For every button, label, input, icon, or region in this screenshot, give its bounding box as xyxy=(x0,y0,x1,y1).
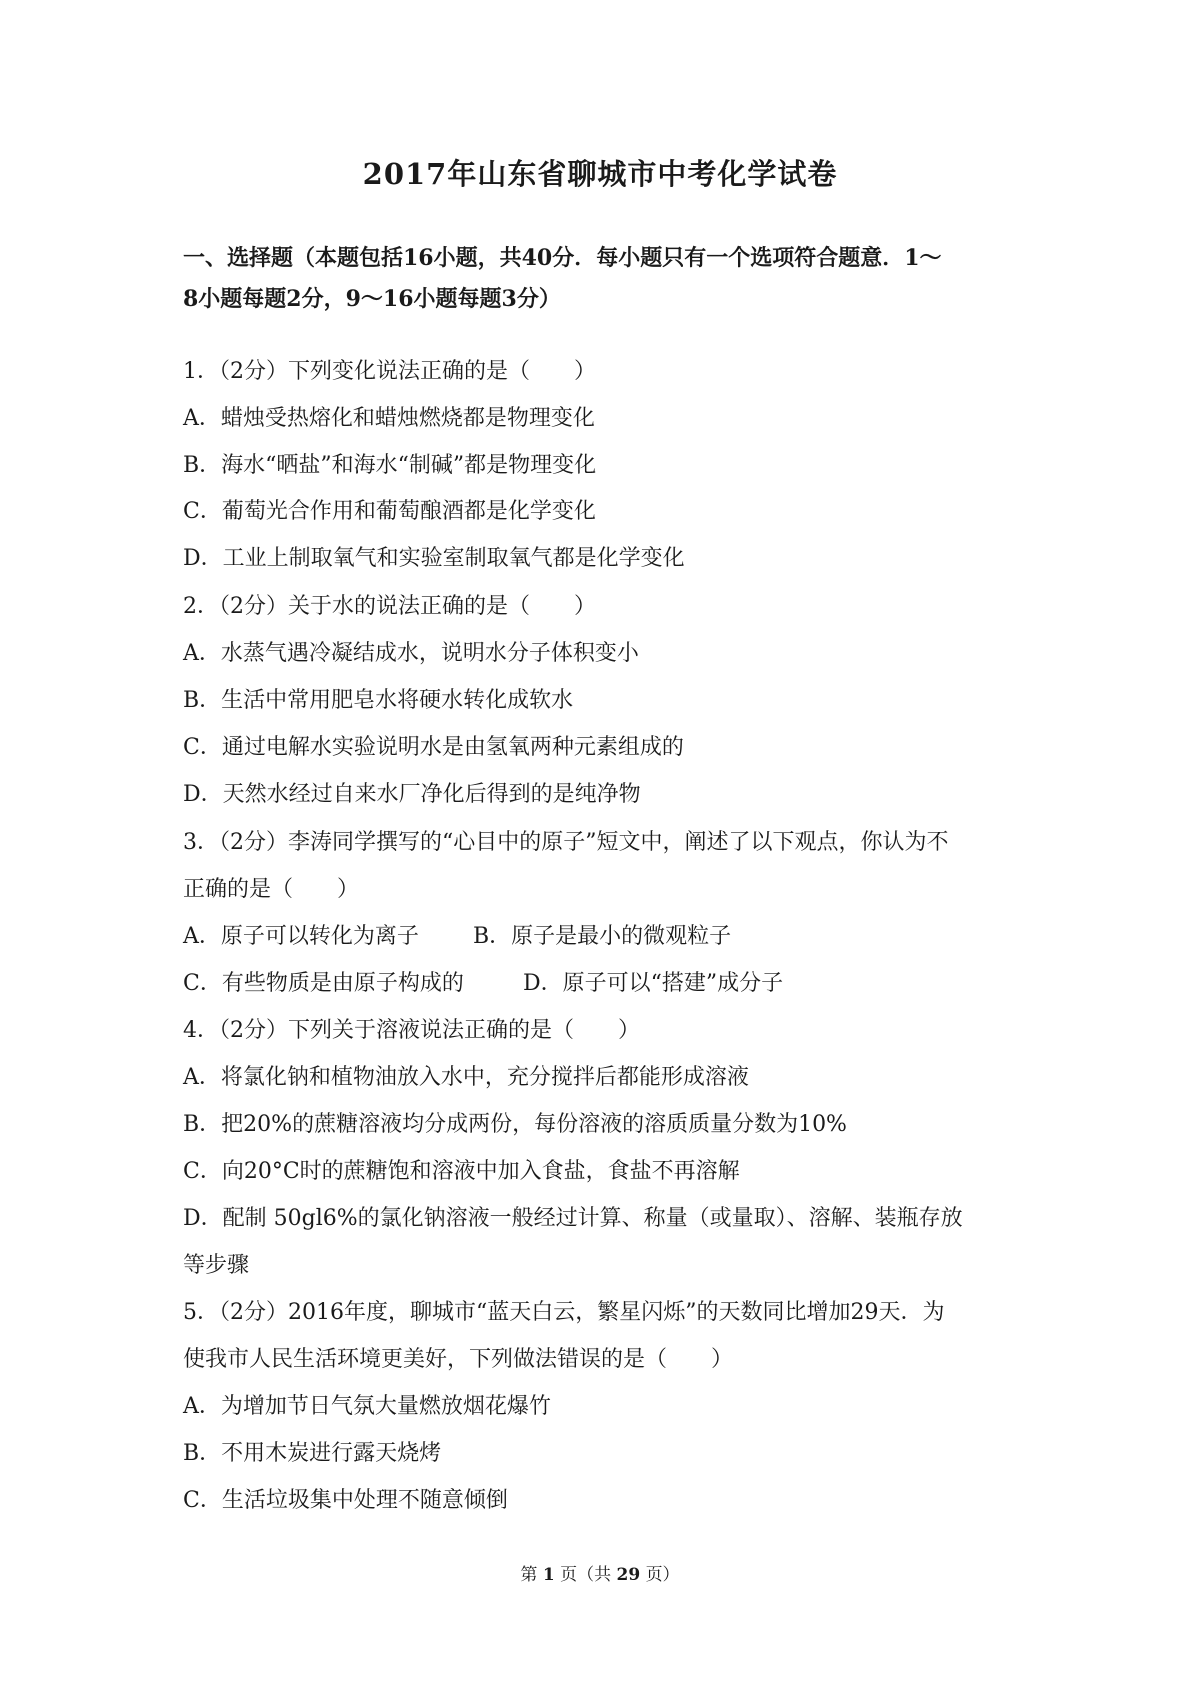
question-3-stem-line-2: 正确的是（ ） xyxy=(183,877,360,902)
footer-page-number: 1 xyxy=(542,1565,555,1585)
question-4-option-c: C．向20°C时的蔗糖饱和溶液中加入食盐，食盐不再溶解 xyxy=(183,1159,740,1184)
question-1-option-c: C．葡萄光合作用和葡萄酿酒都是化学变化 xyxy=(183,499,596,524)
question-2-option-c: C．通过电解水实验说明水是由氢氧两种元素组成的 xyxy=(183,735,684,760)
question-4-stem: 4．（2分）下列关于溶液说法正确的是（ ） xyxy=(183,1018,640,1043)
question-3-option-d: D．原子可以“搭建”成分子 xyxy=(523,971,784,996)
question-5-option-c: C．生活垃圾集中处理不随意倾倒 xyxy=(183,1488,508,1513)
question-1-option-b: B．海水“晒盐”和海水“制碱”都是物理变化 xyxy=(183,453,597,478)
question-4-option-d: D．配制 50gl6%的氯化钠溶液一般经过计算、称量（或量取）、溶解、装瓶存放 xyxy=(183,1206,963,1231)
question-3-option-b: B．原子是最小的微观粒子 xyxy=(473,924,732,949)
footer-prefix: 第 xyxy=(520,1565,538,1585)
question-2-option-a: A．水蒸气遇冷凝结成水，说明水分子体积变小 xyxy=(183,641,639,666)
question-4-option-d-continued: 等步骤 xyxy=(183,1253,250,1278)
question-3-option-a: A．原子可以转化为离子 xyxy=(183,924,419,949)
section-heading-line-2: 8小题每题2分，9～16小题每题3分） xyxy=(183,286,561,312)
page-title: 2017年山东省聊城市中考化学试卷 xyxy=(362,157,838,191)
question-1-option-a: A．蜡烛受热熔化和蜡烛燃烧都是物理变化 xyxy=(183,406,595,431)
question-2-option-b: B．生活中常用肥皂水将硬水转化成软水 xyxy=(183,688,574,713)
question-5-stem-line-2: 使我市人民生活环境更美好，下列做法错误的是（ ） xyxy=(183,1347,734,1372)
question-2-stem: 2．（2分）关于水的说法正确的是（ ） xyxy=(183,594,596,619)
footer-middle: 页（共 xyxy=(560,1565,612,1585)
question-5-option-a: A．为增加节日气氛大量燃放烟花爆竹 xyxy=(183,1394,551,1419)
question-3-options-row-2 xyxy=(183,969,1033,999)
question-3-options-row-1 xyxy=(183,922,1033,952)
question-4-option-a: A．将氯化钠和植物油放入水中，充分搅拌后都能形成溶液 xyxy=(183,1065,749,1090)
question-5-stem-line-1: 5．（2分）2016年度，聊城市“蓝天白云，繁星闪烁”的天数同比增加29天．为 xyxy=(183,1300,945,1325)
question-1-stem: 1．（2分）下列变化说法正确的是（ ） xyxy=(183,359,596,384)
footer-suffix: 页） xyxy=(645,1565,680,1585)
question-3-stem-line-1: 3．（2分）李涛同学撰写的“心目中的原子”短文中，阐述了以下观点，你认为不 xyxy=(183,830,949,855)
question-2-option-d: D．天然水经过自来水厂净化后得到的是纯净物 xyxy=(183,782,641,807)
question-1-option-d: D．工业上制取氧气和实验室制取氧气都是化学变化 xyxy=(183,546,685,571)
question-5-option-b: B．不用木炭进行露天烧烤 xyxy=(183,1441,442,1466)
question-4-option-b: B．把20%的蔗糖溶液均分成两份，每份溶液的溶质质量分数为10% xyxy=(183,1112,847,1137)
question-3-option-c: C．有些物质是由原子构成的 xyxy=(183,971,464,996)
section-heading-line-1: 一、选择题（本题包括16小题，共40分．每小题只有一个选项符合题意．1～ xyxy=(183,245,942,271)
footer-total-pages: 29 xyxy=(616,1565,641,1585)
page-footer xyxy=(0,1560,1200,1585)
